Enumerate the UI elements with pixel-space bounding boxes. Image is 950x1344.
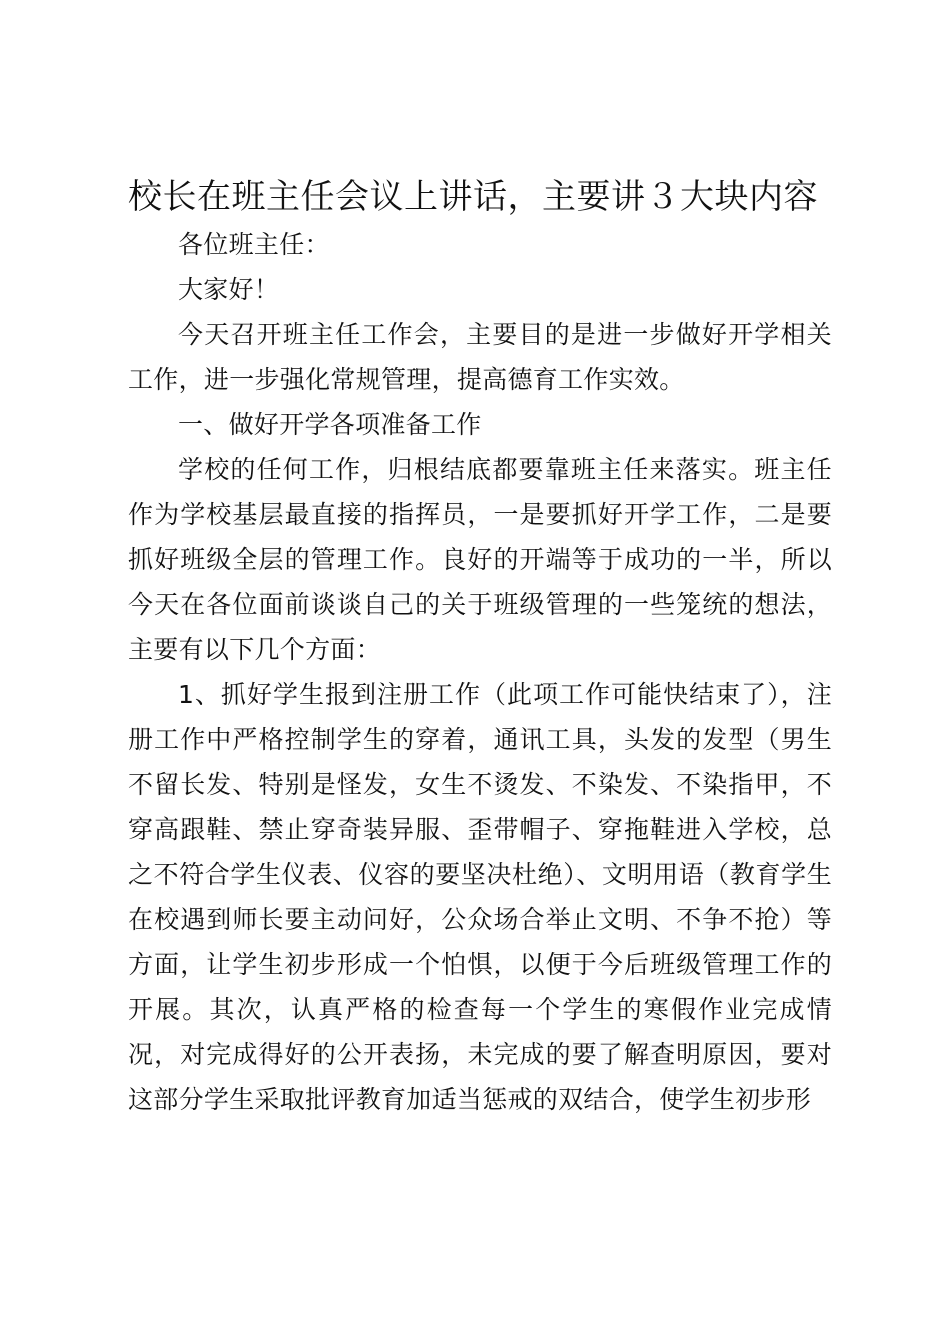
document-body — [128, 222, 832, 1122]
section-heading: 一、做好开学各项准备工作 — [178, 410, 482, 439]
greeting-paragraph: 大家好！ — [178, 275, 280, 304]
body-paragraph: 学校的任何工作，归根结底都要靠班主任来落实。班主任作为学校基层最直接的指挥员，一是要抓好开学工作，二是要抓好班级全层的管理工作。良好的开端等于成功的一半，所以今天在各位面前谈谈自己的关于班级管理的一些笼统的想法，主要有以下几个方面： — [128, 455, 832, 664]
intro-paragraph: 今天召开班主任工作会，主要目的是进一步做好开学相关工作，进一步强化常规管理，提高德育工作实效。 — [128, 320, 832, 394]
document-title: 校长在班主任会议上讲话，主要讲３大块内容 — [128, 177, 818, 217]
body-paragraph: 1、抓好学生报到注册工作（此项工作可能快结束了），注册工作中严格控制学生的穿着，通讯工具，头发的发型（男生不留长发、特别是怪发，女生不烫发、不染发、不染指甲，不穿高跟鞋、禁止穿奇装异服、歪带帽子、穿拖鞋进入学校，总之不符合学生仪表、仪容的要坚决杜绝）、文明用语（教育学生在校遇到师长要主动问好，公众场合举止文明、不争不抢）等方面，让学生初步形成一个怕惧，以便于今后班级管理工作的开展。其次，认真严格的检查每一个学生的寒假作业完成情况，对完成得好的公开表扬，未完成的要了解查明原因，要对这部分学生采取批评教育加适当惩戒的双结合，使学生初步形 — [128, 680, 832, 1114]
salutation-paragraph: 各位班主任： — [178, 230, 330, 259]
